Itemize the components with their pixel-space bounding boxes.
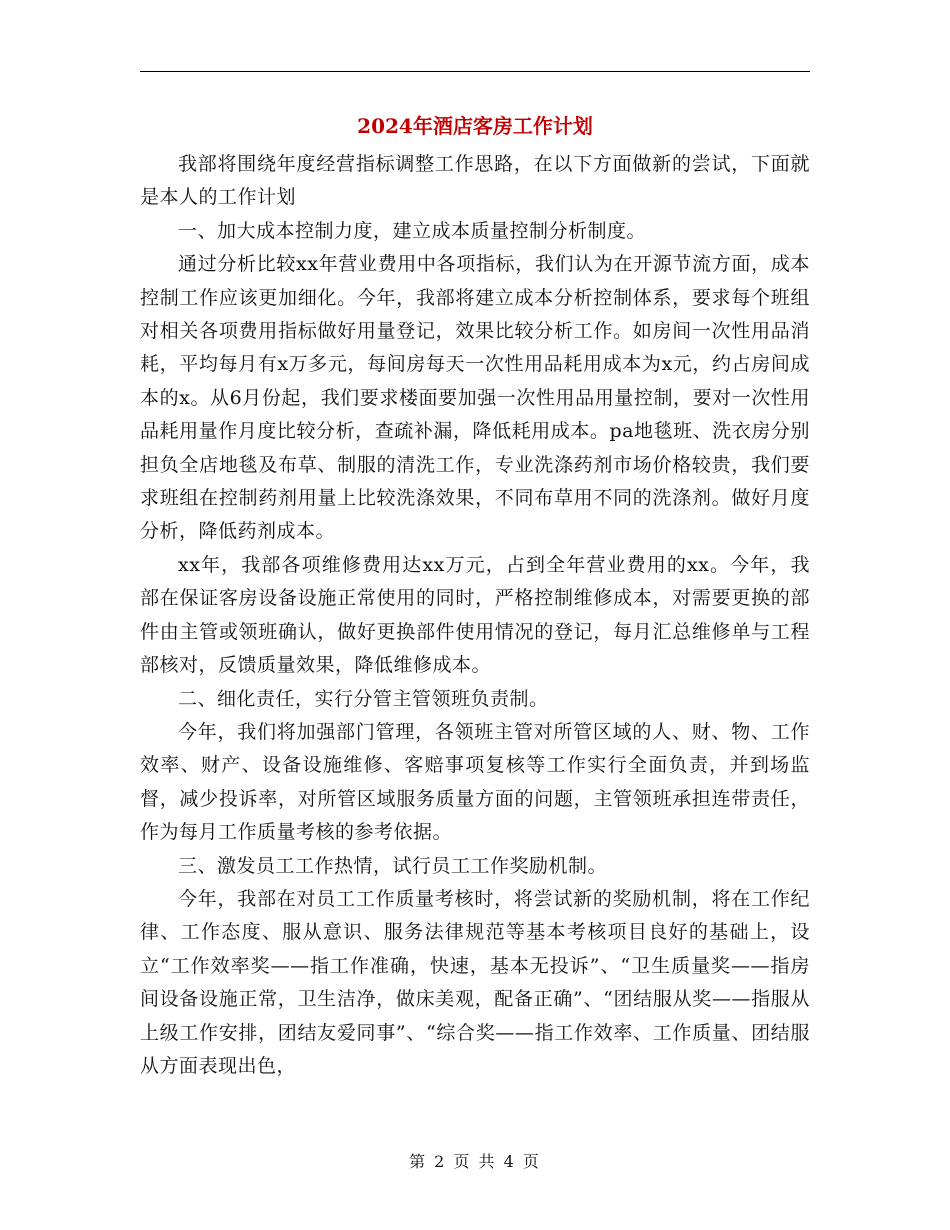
header-rule	[140, 71, 810, 72]
section-heading-1: 一、加大成本控制力度，建立成本质量控制分析制度。	[178, 219, 647, 242]
paragraph-maintenance-cost: xx年，我部各项维修费用达xx万元，占到全年营业费用的xx。今年，我部在保证客房设备设施正常使用的同时，严格控制维修成本，对需要更换的部件由主管或领班确认，做好更换部件使用情况的登记，每月汇总维修单与工程部核对，反馈质量效果，降低维修成本。	[140, 553, 810, 677]
section-heading-2: 二、细化责任，实行分管主管领班负责制。	[178, 687, 549, 710]
paragraph-responsibility: 今年，我们将加强部门管理，各领班主管对所管区域的人、财、物、工作效率、财产、设备设施维修、客赔事项复核等工作实行全面负责，并到场监督，减少投诉率，对所管区域服务质量方面的问题，主管领班承担连带责任，作为每月工作质量考核的参考依据。	[140, 720, 810, 844]
document-body	[140, 148, 810, 1083]
paragraph-intro: 我部将围绕年度经营指标调整工作思路，在以下方面做新的尝试，下面就是本人的工作计划	[140, 153, 810, 209]
document-title: 2024年酒店客房工作计划	[357, 114, 593, 138]
paragraph-cost-analysis: 通过分析比较xx年营业费用中各项指标，我们认为在开源节流方面，成本控制工作应该更加细化。今年，我部将建立成本分析控制体系，要求每个班组对相关各项费用指标做好用量登记，效果比较分析工作。如房间一次性用品消耗，平均每月有x万多元，每间房每天一次性用品耗用成本为x元，约占房间成本的x。从6月份起，我们要求楼面要加强一次性用品用量控制，要对一次性用品耗用量作月度比较分析，查疏补漏，降低耗用成本。pa地毯班、洗衣房分别担负全店地毯及布草、制服的清洗工作，专业洗涤药剂市场价格较贵，我们要求班组在控制药剂用量上比较洗涤效果，不同布草用不同的洗涤剂。做好月度分析，降低药剂成本。	[140, 253, 810, 543]
section-heading-3: 三、激发员工工作热情，试行员工工作奖励机制。	[178, 854, 608, 877]
page-number: 第 2 页 共 4 页	[409, 1152, 541, 1171]
paragraph-incentives: 今年，我部在对员工工作质量考核时，将尝试新的奖励机制，将在工作纪律、工作态度、服从意识、服务法律规范等基本考核项目良好的基础上，设立“工作效率奖——指工作准确，快速，基本无投诉”、“卫生质量奖——指房间设备设施正常，卫生洁净，做床美观，配备正确”、“团结服从奖——指服从上级工作安排，团结友爱同事”、“综合奖——指工作效率、工作质量、团结服从方面表现出色，	[140, 887, 810, 1077]
